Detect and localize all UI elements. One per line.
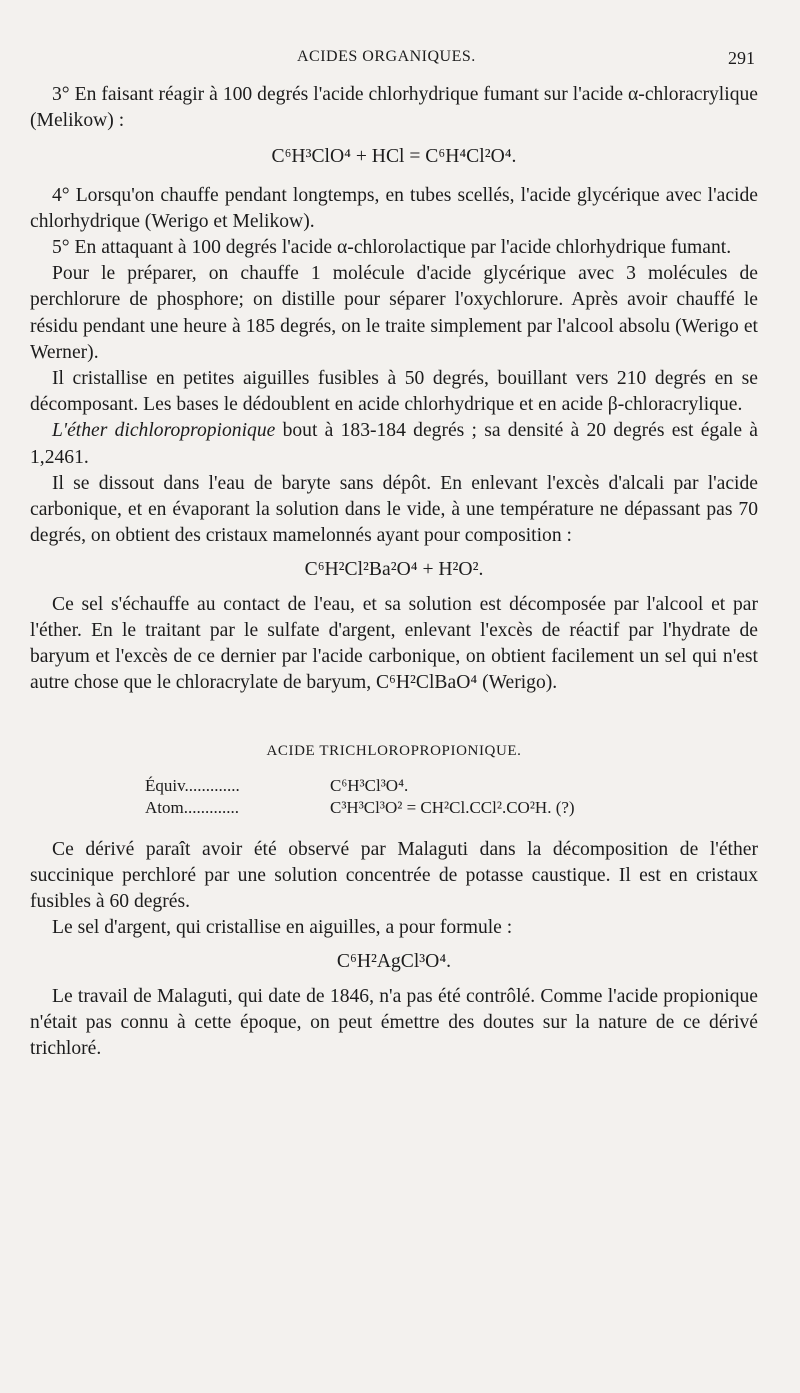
formula-reaction: C⁶H³ClO⁴ + HCl = C⁶H⁴Cl²O⁴. bbox=[271, 146, 517, 168]
formula-table bbox=[145, 775, 758, 819]
formula-barium-salt: C⁶H²Cl²Ba²O⁴ + H²O². bbox=[304, 559, 484, 581]
paragraph-method-4: 4° Lorsqu'on chauffe pendant longtemps, en tubes scellés, l'acide glycérique avec l'acide chlorhydrique (Werigo et Melikow). bbox=[30, 184, 758, 232]
equiv-value: C⁶H³Cl³O⁴. bbox=[330, 775, 409, 795]
paragraph-conclusion: Le travail de Malaguti, qui date de 1846, n'a pas été contrôlé. Comme l'acide propionique n'était pas connu à cette époque, on peut émettre des doutes sur la nature de ce dérivé trichloré. bbox=[30, 985, 758, 1060]
running-title: ACIDES ORGANIQUES. bbox=[297, 48, 476, 65]
formula-silver-salt: C⁶H²AgCl³O⁴. bbox=[336, 951, 452, 973]
equiv-label: Équiv............. bbox=[145, 775, 240, 795]
atom-value: C³H³Cl³O² = CH²Cl.CCl².CO²H. (?) bbox=[330, 797, 575, 817]
section-title: ACIDE TRICHLOROPROPIONIQUE. bbox=[266, 743, 522, 760]
paragraph-preparation: Pour le préparer, on chauffe 1 molécule d'acide glycérique avec 3 molécules de perchlorure de phosphore; on distille pour séparer l'oxychlorure. Après avoir chauffé le résidu pendant une heure à 185 degrés, on le traite simplement par l'alcool absolu (Werigo et Werner). bbox=[30, 263, 758, 363]
atom-label: Atom............. bbox=[145, 797, 239, 817]
paragraph-silver-salt: Le sel d'argent, qui cristallise en aiguilles, a pour formule : bbox=[52, 917, 513, 939]
ether-name: L'éther dichloropropionique bbox=[52, 420, 276, 442]
paragraph-malaguti: Ce dérivé paraît avoir été observé par Malaguti dans la décomposition de l'éther succinique perchloré par une solution concentrée de potasse caustique. Il est en cristaux fusibles à 60 degrés. bbox=[30, 838, 758, 913]
atom-row bbox=[145, 797, 758, 819]
paragraph-method-3: 3° En faisant réagir à 100 degrés l'acide chlorhydrique fumant sur l'acide α-chloracrylique (Melikow) : bbox=[30, 84, 758, 132]
paragraph-properties: Il cristallise en petites aiguilles fusibles à 50 degrés, bouillant vers 210 degrés en se décomposant. Les bases le dédoublent en acide chlorhydrique et en acide β-chloracrylique. bbox=[30, 368, 758, 416]
ether-description: bout à 183-184 degrés ; sa densité à 20 degrés est égale à 1,2461. bbox=[30, 420, 758, 468]
paragraph-ether bbox=[30, 418, 758, 470]
body-text bbox=[30, 82, 758, 1062]
equiv-row bbox=[145, 775, 758, 797]
page-number: 291 bbox=[728, 48, 755, 68]
paragraph-method-5: 5° En attaquant à 100 degrés l'acide α-chlorolactique par l'acide chlorhydrique fumant. bbox=[52, 237, 732, 259]
page-header bbox=[0, 48, 800, 76]
paragraph-baryte: Il se dissout dans l'eau de baryte sans dépôt. En enlevant l'excès d'alcali par l'acide carbonique, et en évaporant la solution dans le vide, à une température ne dépassant pas 70 degrés, on obtient des cristaux mamelonnés ayant pour composition : bbox=[30, 472, 758, 547]
paragraph-salt-behavior: Ce sel s'échauffe au contact de l'eau, et sa solution est décomposée par l'alcool et par l'éther. En le traitant par le sulfate d'argent, enlevant l'excès de réactif par l'hydrate de baryum et l'excès de ce dernier par l'acide carbonique, on obtient facilement un sel qui n'est autre chose que le chloracrylate de baryum, C⁶H²ClBaO⁴ (Werigo). bbox=[30, 593, 758, 694]
